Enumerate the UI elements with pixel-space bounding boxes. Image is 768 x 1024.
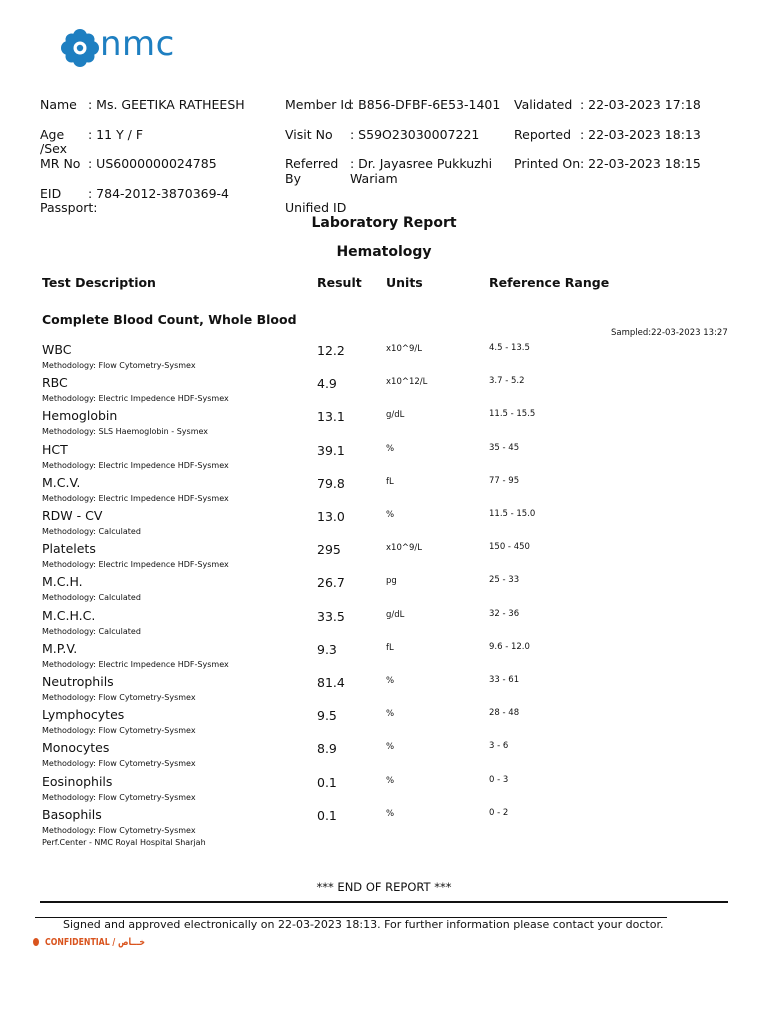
- test-result: 9.3: [317, 641, 337, 657]
- test-result: 79.8: [317, 475, 345, 491]
- test-result: 39.1: [317, 442, 345, 458]
- col-header-desc: Test Description: [42, 275, 156, 290]
- eid-label: EID: [40, 186, 62, 201]
- visit-label: Visit No: [285, 127, 333, 142]
- test-units: x10^9/L: [386, 543, 422, 554]
- col-header-result: Result: [317, 275, 362, 290]
- test-name: Monocytes: [42, 740, 110, 756]
- flower-logo-icon: [60, 28, 100, 68]
- test-reference-range: 77 - 95: [489, 475, 520, 486]
- test-result: 13.1: [317, 409, 345, 425]
- test-result: 81.4: [317, 675, 345, 690]
- test-units: pg: [386, 576, 397, 587]
- test-reference-range: 33 - 61: [489, 675, 520, 685]
- test-methodology: Methodology: Flow Cytometry-Sysmex: [42, 825, 196, 835]
- confidential-text: CONFIDENTIAL / خـــاص: [45, 937, 146, 948]
- test-methodology: Methodology: Electric Impedence HDF-Sysmex: [42, 659, 229, 669]
- age-label: Age: [40, 127, 65, 142]
- test-result: 33.5: [317, 608, 345, 624]
- test-methodology: Methodology: Calculated: [42, 593, 141, 603]
- test-name: M.C.H.C.: [42, 607, 96, 623]
- col-header-units: Units: [386, 275, 423, 290]
- panel-title: Complete Blood Count, Whole Blood: [42, 312, 297, 327]
- printed-value: : 22-03-2023 18:15: [580, 156, 701, 171]
- printed-label: Printed On: [514, 156, 581, 171]
- test-reference-range: 9.6 - 12.0: [489, 641, 530, 652]
- test-units: fL: [386, 642, 394, 653]
- test-units: g/dL: [386, 609, 405, 620]
- member-value: : B856-DFBF-6E53-1401: [350, 97, 501, 112]
- sex-label: /Sex: [40, 141, 68, 156]
- test-methodology: Methodology: Electric Impedence HDF-Sysmex: [42, 394, 229, 404]
- test-result: 295: [317, 542, 341, 558]
- test-name: M.P.V.: [42, 640, 78, 656]
- test-reference-range: 25 - 33: [489, 575, 520, 586]
- test-units: %: [386, 742, 395, 753]
- confidential-stamp: [33, 937, 174, 948]
- test-units: %: [386, 775, 395, 786]
- brand-name: nmc: [100, 24, 175, 64]
- test-name: WBC: [42, 342, 72, 357]
- test-result: 0.1: [317, 807, 337, 823]
- test-methodology: Methodology: Calculated: [42, 527, 141, 536]
- end-of-report: *** END OF REPORT ***: [316, 880, 452, 894]
- test-methodology: Methodology: Calculated: [42, 626, 141, 636]
- member-label: Member Id: [285, 97, 353, 112]
- test-reference-range: 4.5 - 13.5: [489, 343, 530, 353]
- test-methodology: Methodology: Flow Cytometry-Sysmex: [42, 726, 196, 736]
- test-methodology: Methodology: Electric Impedence HDF-Sysmex: [42, 493, 229, 503]
- test-result: 4.9: [317, 376, 337, 392]
- validated-value: : 22-03-2023 17:18: [580, 97, 701, 112]
- reported-value: : 22-03-2023 18:13: [580, 127, 701, 142]
- test-result: 26.7: [317, 575, 345, 591]
- test-name: Neutrophils: [42, 674, 114, 689]
- test-result: 13.0: [317, 509, 345, 524]
- test-result: 8.9: [317, 741, 337, 757]
- confidential-dot-icon: [33, 938, 39, 946]
- test-units: fL: [386, 476, 394, 487]
- section-title: Hematology: [336, 244, 432, 260]
- test-name: Lymphocytes: [42, 707, 125, 723]
- test-reference-range: 3.7 - 5.2: [489, 376, 525, 387]
- test-methodology: Methodology: Flow Cytometry-Sysmex: [42, 759, 196, 769]
- test-reference-range: 28 - 48: [489, 708, 520, 719]
- test-name: RBC: [42, 375, 68, 391]
- test-methodology: Methodology: Flow Cytometry-Sysmex: [42, 792, 196, 802]
- visit-value: : S59O23030007221: [350, 127, 480, 142]
- test-units: %: [386, 808, 395, 819]
- perf-center: Perf.Center - NMC Royal Hospital Sharjah: [42, 838, 206, 847]
- test-name: HCT: [42, 441, 68, 457]
- test-reference-range: 150 - 450: [489, 542, 530, 553]
- test-reference-range: 11.5 - 15.0: [489, 509, 536, 519]
- signed-statement: Signed and approved electronically on 22-03-2023 18:13. For further information please contact your doctor.: [63, 918, 664, 931]
- test-result: 0.1: [317, 774, 337, 790]
- sampled-time: Sampled:22-03-2023 13:27: [611, 328, 728, 338]
- referred-label: Referred: [285, 156, 339, 171]
- name-label: Name: [40, 97, 77, 112]
- test-methodology: Methodology: SLS Haemoglobin - Sysmex: [42, 427, 208, 437]
- name-value: : Ms. GEETIKA RATHEESH: [88, 97, 245, 112]
- test-reference-range: 32 - 36: [489, 608, 520, 619]
- test-name: M.C.H.: [42, 574, 83, 590]
- referred-by-label: By: [285, 171, 301, 186]
- test-methodology: Methodology: Flow Cytometry-Sysmex: [42, 693, 196, 702]
- test-methodology: Methodology: Electric Impedence HDF-Sysmex: [42, 560, 229, 570]
- footer-divider-thick: [40, 901, 728, 903]
- test-name: Platelets: [42, 541, 96, 557]
- mr-label: MR No: [40, 156, 81, 171]
- test-name: RDW - CV: [42, 508, 103, 523]
- test-reference-range: 3 - 6: [489, 741, 509, 752]
- test-units: %: [386, 676, 395, 686]
- test-methodology: Methodology: Flow Cytometry-Sysmex: [42, 361, 196, 370]
- passport-label: Passport:: [40, 200, 98, 215]
- test-result: 12.2: [317, 343, 345, 358]
- test-units: g/dL: [386, 410, 405, 421]
- test-name: M.C.V.: [42, 474, 81, 490]
- unified-id-label: Unified ID: [285, 200, 347, 215]
- referred-value: : Dr. Jayasree Pukkuzhi: [350, 156, 493, 171]
- test-result: 9.5: [317, 708, 337, 724]
- test-name: Hemoglobin: [42, 408, 118, 424]
- test-units: %: [386, 510, 395, 520]
- test-name: Basophils: [42, 806, 102, 822]
- validated-label: Validated: [514, 97, 573, 112]
- referred-value-cont: Wariam: [350, 171, 398, 186]
- test-units: %: [386, 709, 395, 720]
- col-header-range: Reference Range: [489, 275, 610, 290]
- reported-label: Reported: [514, 127, 572, 142]
- mr-value: : US6000000024785: [88, 156, 217, 171]
- test-reference-range: 11.5 - 15.5: [489, 409, 536, 420]
- age-sex-value: : 11 Y / F: [88, 127, 144, 142]
- test-reference-range: 0 - 2: [489, 807, 509, 818]
- test-name: Eosinophils: [42, 773, 113, 789]
- test-reference-range: 35 - 45: [489, 442, 520, 453]
- report-title: Laboratory Report: [311, 215, 457, 231]
- test-methodology: Methodology: Electric Impedence HDF-Sysmex: [42, 460, 229, 470]
- eid-value: : 784-2012-3870369-4: [88, 186, 230, 201]
- test-units: %: [386, 443, 395, 454]
- test-units: x10^9/L: [386, 344, 422, 354]
- test-units: x10^12/L: [386, 377, 428, 388]
- test-reference-range: 0 - 3: [489, 774, 509, 785]
